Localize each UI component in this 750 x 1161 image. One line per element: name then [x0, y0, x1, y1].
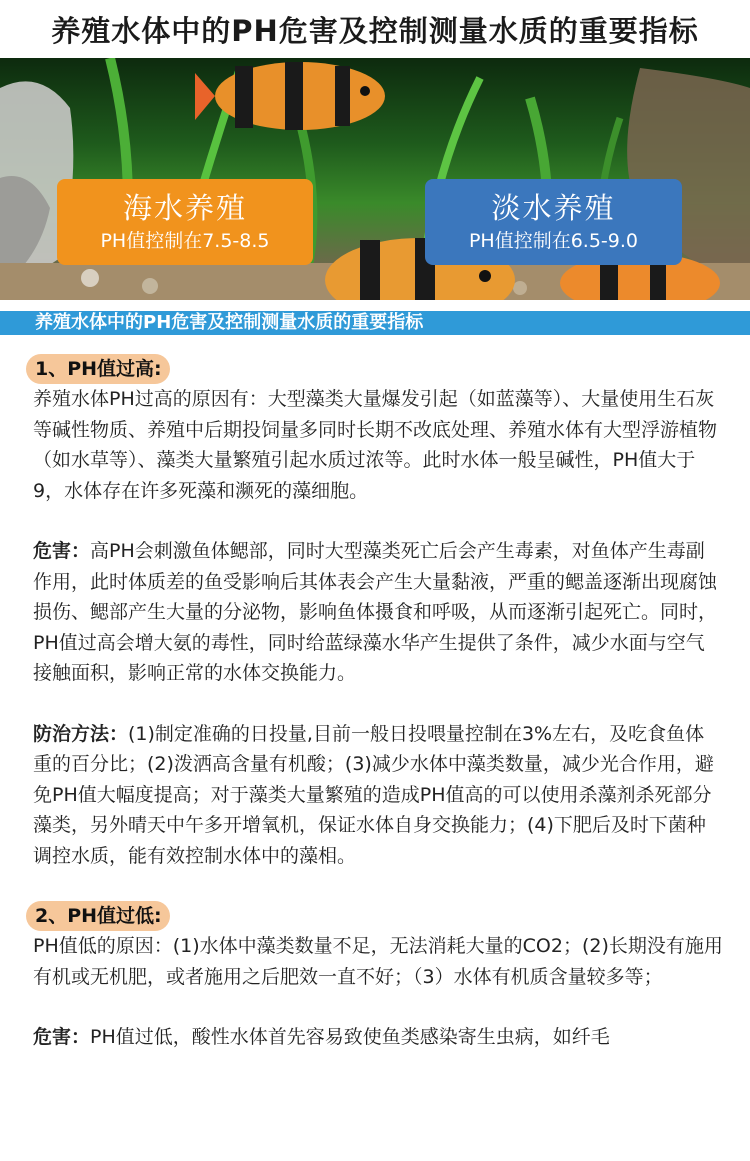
- section2-harm-text: PH值过低，酸性水体首先容易致使鱼类感染寄生虫病，如纤毛: [90, 1026, 610, 1048]
- hero-image: [0, 58, 750, 300]
- card-seawater-subtitle: PH值控制在7.5-8.5: [100, 230, 270, 252]
- page-title: 养殖水体中的PH危害及控制测量水质的重要指标: [51, 13, 699, 48]
- section1-method: [33, 719, 723, 872]
- card-freshwater: [425, 179, 682, 265]
- section2-tag: 2、PH值过低:: [26, 901, 170, 931]
- section1-harm-label: 危害：: [33, 540, 91, 562]
- section2-harm-label: 危害：: [33, 1026, 91, 1048]
- section1-cause: 养殖水体PH过高的原因有：大型藻类大量爆发引起（如蓝藻等）、大量使用生石灰等碱性物质、养殖中后期投饲量多同时长期不改底处理、养殖水体有大型浮游植物（如水草等）、藻类大量繁殖引起水质过浓等。此时水体一般呈碱性，PH值大于9，水体存在许多死藻和濒死的藻细胞。: [33, 388, 718, 502]
- card-freshwater-subtitle: PH值控制在6.5-9.0: [468, 230, 639, 252]
- section1-method-label: 防治方法：: [33, 722, 129, 745]
- section1-harm-text: 高PH会刺激鱼体鳃部，同时大型藻类死亡后会产生毒素，对鱼体产生毒副作用，此时体质差的鱼受影响后其体表会产生大量黏液，严重的鳃盖逐渐出现腐蚀损伤、鳃部产生大量的分泌物，影响鱼体摄食和呼吸，从而逐渐引起死亡。同时，PH值过高会增大氨的毒性，同时给蓝绿藻水华产生提供了条件，减少水面与空气接触面积，影响正常的水体交换能力。: [33, 540, 718, 684]
- section2-harm: [33, 1022, 723, 1053]
- section1-harm: [33, 536, 723, 689]
- section-banner: 养殖水体中的PH危害及控制测量水质的重要指标: [0, 311, 750, 335]
- section1-tag: 1、PH值过高:: [26, 354, 170, 384]
- section2-cause: PH值低的原因：(1)水体中藻类数量不足，无法消耗大量的CO2；(2)长期没有施用有机或无机肥，或者施用之后肥效一直不好；（3）水体有机质含量较多等；: [33, 935, 723, 988]
- card-seawater: [57, 179, 313, 265]
- card-seawater-title: 海水养殖: [122, 191, 247, 225]
- section1-method-text: (1)制定准确的日投量,目前一般日投喂量控制在3%左右，及吃食鱼体重的百分比；(2)泼洒高含量有机酸；(3)减少水体中藻类数量，减少光合作用，避免PH值大幅度提高；对于藻类大量繁殖的造成PH值高的可以使用杀藻剂杀死部分藻类，另外晴天中午多开增氧机，保证水体自身交换能力；(4)下肥后及时下菌种调控水质，能有效控制水体中的藻相。: [33, 722, 714, 867]
- article-content: [33, 354, 723, 1053]
- card-freshwater-title: 淡水养殖: [491, 191, 616, 225]
